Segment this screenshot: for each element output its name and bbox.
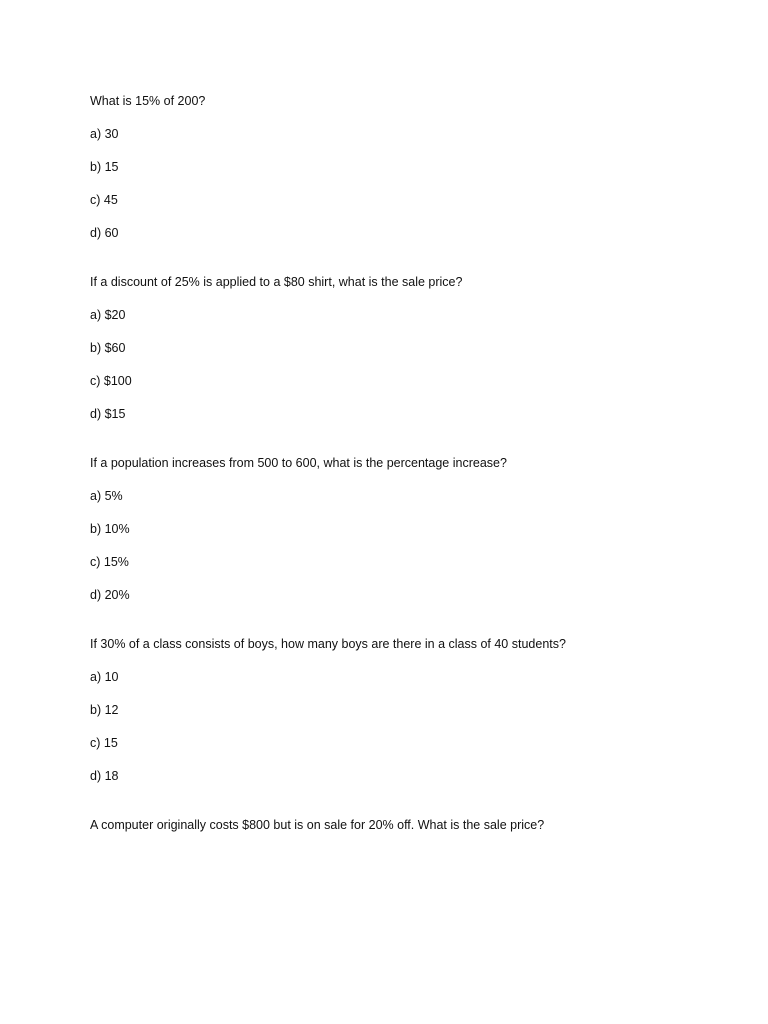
question-text: If 30% of a class consists of boys, how many boys are there in a class of 40 students? (90, 637, 566, 651)
question-text: If a discount of 25% is applied to a $80 shirt, what is the sale price? (90, 275, 463, 289)
answer-option-d: d) 20% (90, 588, 130, 602)
answer-option-a: a) 5% (90, 489, 123, 503)
document-content (90, 93, 690, 866)
answer-option-a: a) 30 (90, 127, 119, 141)
answer-option-b: b) 15 (90, 160, 119, 174)
answer-option-d: d) 18 (90, 769, 119, 783)
question-block-5 (90, 817, 690, 834)
question-text: A computer originally costs $800 but is on sale for 20% off. What is the sale price? (90, 818, 545, 832)
question-text: What is 15% of 200? (90, 94, 206, 108)
answer-option-d: d) $15 (90, 407, 126, 421)
question-block-2 (90, 274, 690, 423)
answer-option-b: b) $60 (90, 341, 126, 355)
answer-option-b: b) 10% (90, 522, 130, 536)
question-block-3 (90, 455, 690, 604)
answer-option-c: c) 45 (90, 193, 118, 207)
answer-option-c: c) $100 (90, 374, 132, 388)
answer-option-d: d) 60 (90, 226, 119, 240)
answer-option-a: a) 10 (90, 670, 119, 684)
answer-option-b: b) 12 (90, 703, 119, 717)
answer-option-a: a) $20 (90, 308, 126, 322)
answer-option-c: c) 15 (90, 736, 118, 750)
question-block-1 (90, 93, 690, 242)
answer-option-c: c) 15% (90, 555, 129, 569)
question-text: If a population increases from 500 to 600, what is the percentage increase? (90, 456, 507, 470)
question-block-4 (90, 636, 690, 785)
